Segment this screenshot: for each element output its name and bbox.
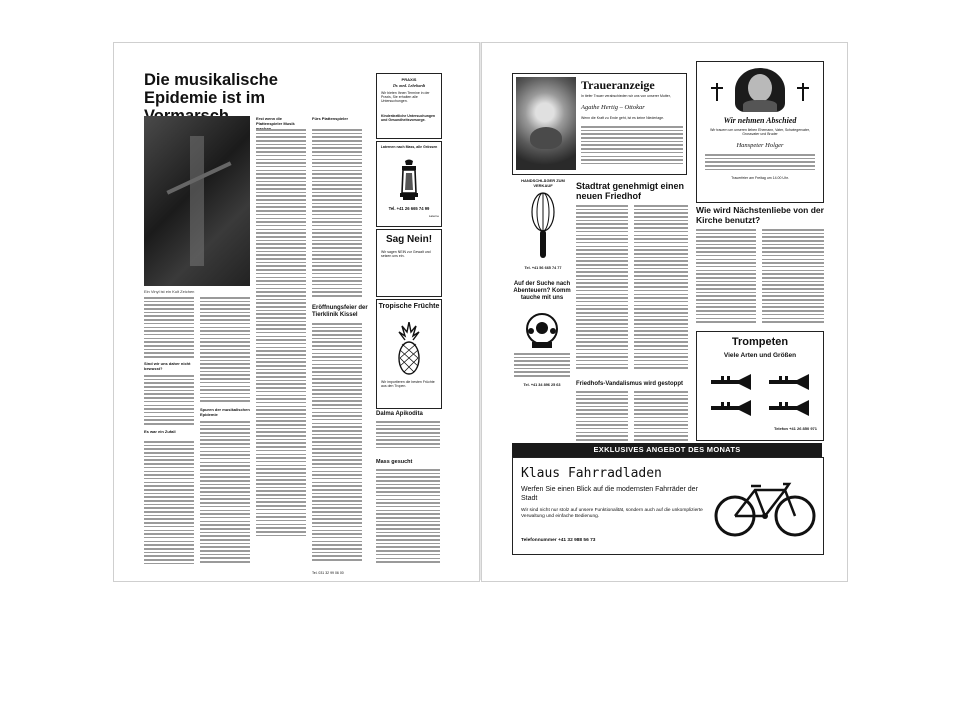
naechstenliebe-col2	[762, 229, 824, 325]
trauer-name: Agathe Hertig – Ottokar	[581, 104, 645, 111]
trumpet-icon	[709, 398, 753, 418]
tropische-body: Wir importieren die besten Früchte aus den Tropen.	[381, 380, 435, 389]
cross-icon	[797, 83, 809, 101]
naechstenliebe-head: Wie wird Nächstenliebe von der Kirche benutzt?	[696, 205, 824, 225]
elderly-woman-photo	[516, 77, 576, 170]
stadtrat-col1	[576, 205, 628, 371]
col3-text	[256, 129, 306, 538]
abenteuer-ad	[512, 281, 572, 451]
trompeten-phone: Telefon +41 26 850 971	[774, 426, 817, 431]
handschlaeger-ad	[512, 178, 574, 278]
col2-text-a	[200, 297, 250, 404]
col4-text-a	[312, 129, 362, 299]
vandalismus-col2	[634, 391, 688, 443]
praxis-title: PRAXIS	[401, 77, 417, 82]
abenteuer-title: Auf der Suche nach Abenteuern? Komm tauche mit uns	[513, 281, 571, 301]
lantern-phone: Tel. +41 26 665 74 99	[388, 206, 430, 211]
praxis-ad	[376, 73, 442, 139]
massgeschneidert-head: Mass gesucht	[376, 459, 413, 465]
lantern-icon	[397, 159, 421, 203]
whisk-icon	[528, 192, 558, 262]
abschied-footer: Trauerfeier am Freitag um 14.00 Uhr.	[731, 176, 789, 180]
naechstenliebe-col1	[696, 229, 756, 325]
trauer-body: Wenn die Kraft zu Ende geht, ist es keine Niederlage.	[581, 116, 665, 120]
handschlaeger-phone: Tel. +41 56 665 74 77	[524, 266, 562, 270]
photo-caption: Ein Vinyl ist ein Kult Zeichen	[144, 289, 195, 294]
trumpet-icon	[767, 398, 811, 418]
lantern-tag: Laterne	[428, 214, 439, 218]
eroeffnung-head: Eröffnungsfeier der Tierklinik Kissel	[312, 305, 368, 318]
abschied-box	[696, 61, 824, 203]
exklusives-banner: EXKLUSIVES ANGEBOT DES MONATS	[512, 443, 822, 457]
trauer-title: Traueranzeige	[581, 78, 655, 92]
left-newspaper-page	[113, 42, 480, 582]
fahrrad-ad	[512, 457, 824, 555]
abschied-name: Hanspeter Holger	[736, 142, 784, 149]
vinyl-photo	[144, 116, 250, 286]
praxis-name: Dr. med. Lehrhardt	[392, 83, 425, 88]
apotheke-text	[376, 421, 440, 451]
col4-head: Fürs Plattenspieler	[312, 116, 349, 121]
cross-icon	[711, 83, 723, 101]
fahrrad-phone: Telefonnummer +41 32 988 56 73	[521, 538, 596, 543]
col1-subhead-2: Es war ein Zufall	[144, 429, 176, 434]
sag-nein-title: Sag Nein!	[385, 234, 433, 245]
trauer-intro: In tiefer Trauer verabschieden wir uns von unserer Mutter,	[581, 94, 671, 98]
abschied-text	[705, 154, 815, 172]
fahrrad-headline: Werfen Sie einen Blick auf die modernsten Fahrräder der Stadt	[521, 486, 698, 502]
col3-head: Erst wenn die Plattenspieler Musik	[256, 116, 295, 126]
bicycle-icon	[713, 476, 817, 540]
sag-nein-ad	[376, 229, 442, 297]
praxis-bold: Kinderärztliche Untersuchungen und Gesundheitsvorsorge.	[381, 114, 436, 123]
trompeten-ad	[696, 331, 824, 441]
left-footer-phone: Tel. 031 32 99 06 00	[312, 571, 344, 575]
sag-nein-body: Wir sagen NEIN zur Gewalt und setzen uns ein.	[381, 250, 431, 259]
apotheke-head: Dalma Apikodita	[376, 411, 423, 417]
fahrrad-body: Wir sind nicht nur stolz auf unsere Funktionalität, sondern auch auf die unkomplizierte Verwaltung und einfache Bedienung.	[521, 508, 703, 519]
tropische-ad	[376, 299, 442, 409]
col1-text-b	[144, 375, 194, 427]
lantern-text: Laternen nach Mass, alle Grössen	[380, 145, 438, 149]
trompeten-title: Trompeten	[731, 336, 789, 348]
praxis-body: Wir bieten Ihnen Termine in der Praxis, Sie erhalten alle Untersuchungen.	[381, 91, 430, 104]
col1-subhead: Sind wir uns daher nicht bewusst?	[144, 361, 191, 371]
abschied-title: Wir nehmen Abschied	[723, 116, 797, 125]
trauer-text	[581, 126, 683, 167]
col4-text-b	[312, 323, 362, 563]
diver-helmet-icon	[524, 311, 560, 349]
trompeten-subtitle: Viele Arten und Größen	[723, 352, 797, 359]
lantern-ad	[376, 141, 442, 227]
fahrrad-title: Klaus Fahrradladen	[521, 466, 662, 481]
massgeschneidert-text	[376, 469, 440, 565]
col2-text-b	[200, 421, 250, 565]
pineapple-icon	[396, 322, 422, 376]
abenteuer-phone: Tel. +41 34 896 25 63	[523, 383, 561, 387]
abschied-intro: Wir trauern um unseren lieben Ehemann, Vater, Schwiegervater, Grossvater und Bruder	[710, 128, 810, 137]
col1-text-c	[144, 441, 194, 566]
right-newspaper-page	[481, 42, 848, 582]
trumpet-icon	[767, 372, 811, 392]
stadtrat-col2	[634, 205, 688, 371]
stadtrat-head: Stadtrat genehmigt einen neuen Friedhof	[576, 181, 685, 201]
abenteuer-text	[514, 353, 570, 379]
left-headline: Die musikalische Epidemie ist im	[144, 71, 278, 107]
col1-text-a	[144, 297, 194, 360]
trumpet-icon	[709, 372, 753, 392]
man-portrait	[735, 68, 785, 112]
vandalismus-head: Friedhofs-Vandalismus wird gestoppt	[576, 381, 684, 387]
traueranzeige-box	[512, 73, 687, 175]
col2-subhead: Spuren der musikalischen Epidemie	[200, 407, 250, 417]
handschlaeger-title: HANDSCHLÄGER ZUM VERKAUF	[521, 178, 565, 188]
vandalismus-col1	[576, 391, 628, 443]
tropische-title: Tropische Früchte	[378, 303, 440, 310]
